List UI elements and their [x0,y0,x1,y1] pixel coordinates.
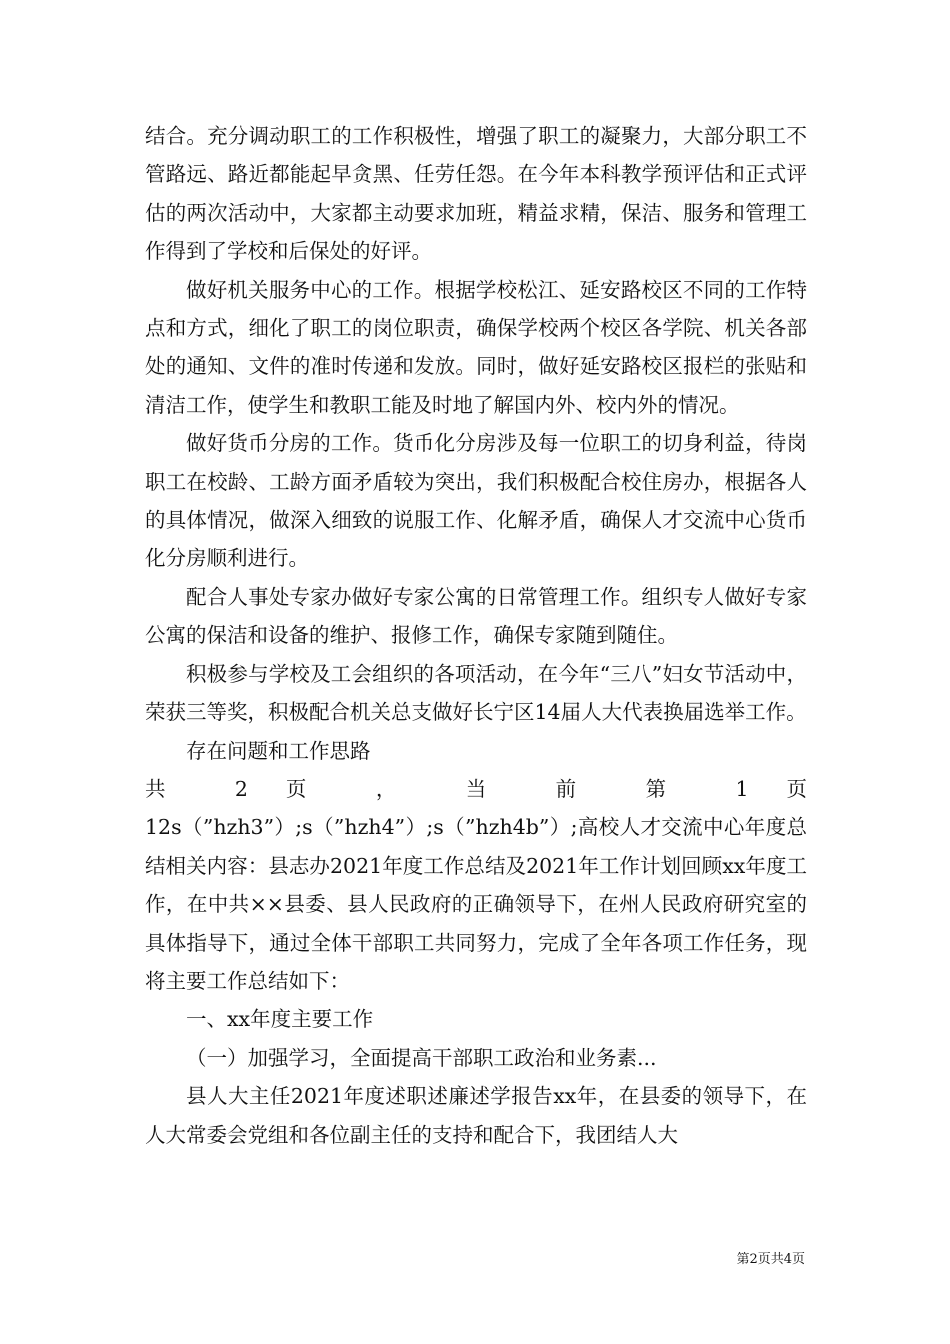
document-body [145,117,807,1154]
paragraph-report: 县人大主任2021年度述职述廉述学报告xx年，在县委的领导下，在人大常委会党组和各位副主任的支持和配合下，我团结人大 [145,1084,807,1147]
paragraph-service-center: 做好机关服务中心的工作。根据学校松江、延安路校区不同的工作特点和方式，细化了职工的岗位职责，确保学校两个校区各学院、机关各部处的通知、文件的准时传递和发放。同时，做好延安路校区报栏的张贴和清洁工作，使学生和教职工能及时地了解国内外、校内外的情况。 [145,277,807,417]
section-heading-problems: 存在问题和工作思路 [186,738,371,763]
paragraph-housing: 做好货币分房的工作。货币化分房涉及每一位职工的切身利益，待岗职工在校龄、工龄方面矛盾较为突出，我们积极配合校住房办，根据各人的具体情况，做深入细致的说服工作、化解矛盾，确保人才交流中心货币化分房顺利进行。 [145,431,807,571]
paragraph-continuation: 结合。充分调动职工的工作积极性，增强了职工的凝聚力，大部分职工不管路远、路近都能起早贪黑、任劳任怨。在今年本科教学预评估和正式评估的两次活动中，大家都主动要求加班，精益求精，保洁、服务和管理工作得到了学校和后保处的好评。 [145,124,807,264]
page-count-line: 共 2 页 ， 当 前 第 1 页 [145,776,807,801]
page-footer: 第2页共4页 [736,1252,805,1267]
paragraph-expert-apartment: 配合人事处专家办做好专家公寓的日常管理工作。组织专人做好专家公寓的保洁和设备的维护、报修工作，确保专家随到随住。 [145,584,807,648]
paragraph-related-content: 12s（”hzh3”）;s（”hzh4”）;s（”hzh4b”）;高校人才交流中心年度总结相关内容：县志办2021年度工作总结及2021年工作计划回顾xx年度工作，在中共××县委、县人民政府的正确领导下，在州人民政府研究室的具体指导下，通过全体干部职工共同努力，完成了全年各项工作任务，现将主要工作总结如下： [145,815,807,993]
section-heading-main-work: 一、xx年度主要工作 [186,1007,374,1032]
paragraph-activities: 积极参与学校及工会组织的各项活动，在今年“三八”妇女节活动中，荣获三等奖，积极配合机关总支做好长宁区14届人大代表换届选举工作。 [145,661,807,725]
subsection-heading-study: （一）加强学习，全面提高干部职工政治和业务素... [186,1045,657,1070]
